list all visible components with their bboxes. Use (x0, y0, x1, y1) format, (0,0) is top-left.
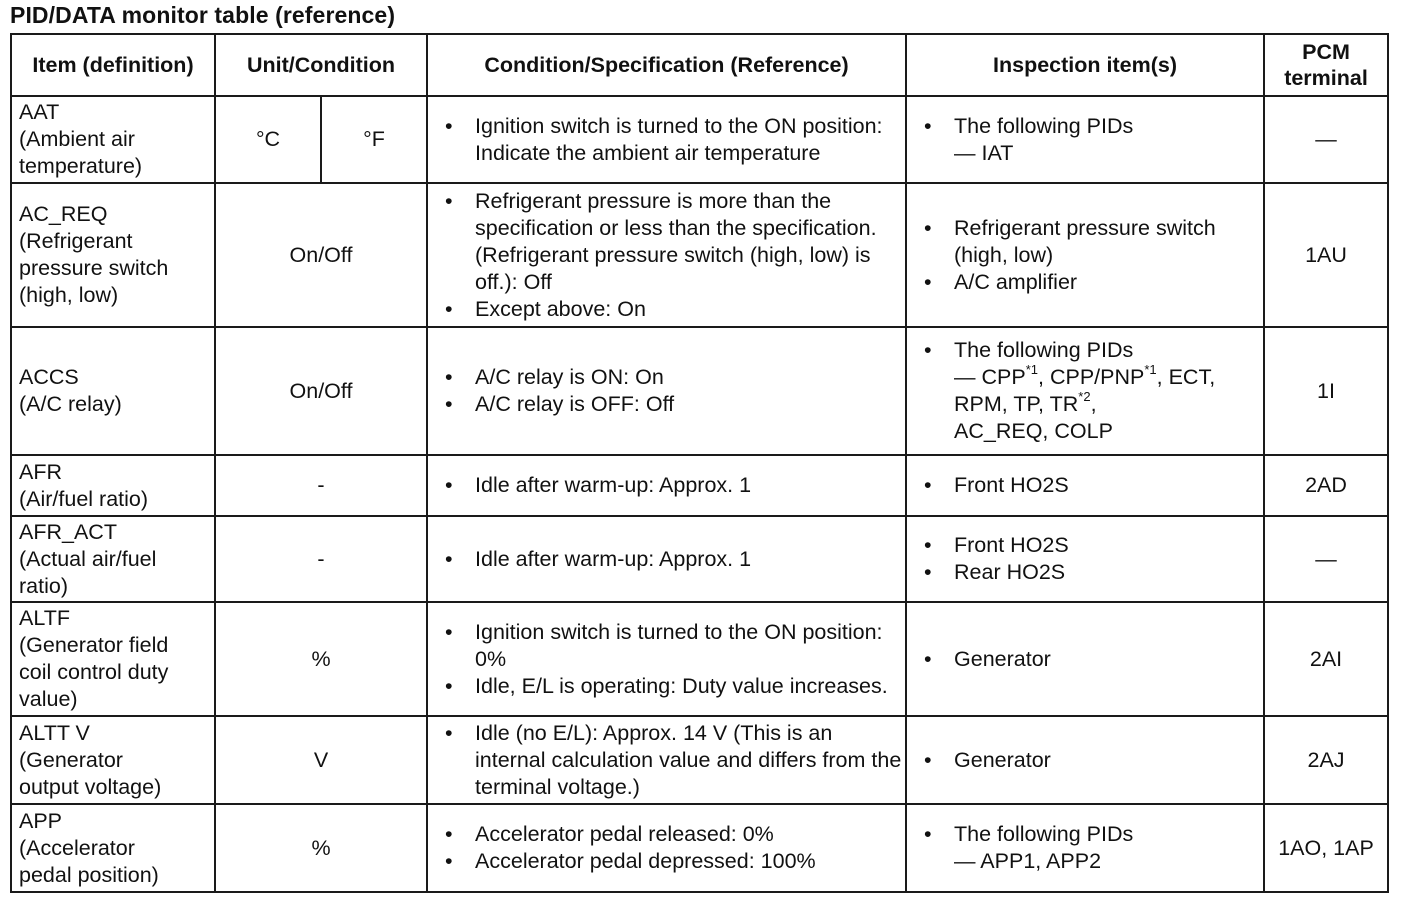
condition-item: • Idle after warm-up: Approx. 1 (428, 472, 905, 499)
item-cell (11, 602, 215, 716)
inspection-item: • The following PIDs (907, 821, 1263, 848)
item-definition: coil control duty (19, 660, 169, 684)
inspection-cell (906, 804, 1264, 892)
pid-data-monitor-table (10, 33, 1389, 893)
inspection-subitem: AC_REQ, COLP (954, 419, 1113, 443)
condition-item: • Accelerator pedal released: 0% (428, 821, 905, 848)
item-definition: pressure switch (19, 256, 169, 280)
pid-text: , ECT, (1156, 365, 1216, 389)
unit-cell: % (215, 602, 427, 716)
item-definition: (high, low) (19, 283, 119, 307)
table-row (11, 327, 1388, 455)
item-definition: value) (19, 687, 78, 711)
condition-item: • Refrigerant pressure is more than the specification or less than the specification. (Refrigerant pressure switch (high, low) is off.): Off (428, 188, 905, 296)
item-definition: output voltage) (19, 774, 162, 799)
condition-cell (427, 183, 906, 327)
item-code: ACCS (19, 365, 79, 389)
inspection-cell (906, 455, 1264, 516)
item-cell (11, 96, 215, 183)
item-cell (11, 804, 215, 892)
condition-item: • Idle (no E/L): Approx. 14 V (This is an internal calculation value and differs from the terminal voltage.) (428, 720, 905, 801)
inspection-cell (906, 96, 1264, 183)
condition-item: • A/C relay is ON: On (428, 364, 905, 391)
unit-cell: - (215, 455, 427, 516)
item-cell (11, 455, 215, 516)
table-row (11, 516, 1388, 602)
header-pcm-line2: terminal (1284, 66, 1368, 90)
table-row (11, 183, 1388, 327)
inspection-item: • The following PIDs (907, 113, 1263, 140)
inspection-item: • A/C amplifier (907, 269, 1263, 296)
pid-text: RPM, TP, TR (954, 392, 1079, 416)
footnote-marker: *2 (1078, 388, 1091, 404)
inspection-subitem: — IAT (954, 140, 1014, 165)
header-unit: Unit/Condition (215, 34, 427, 96)
inspection-item: • Generator (907, 747, 1263, 774)
pcm-terminal-cell: 1AU (1264, 183, 1388, 327)
header-condition: Condition/Specification (Reference) (427, 34, 906, 96)
inspection-subitem: — APP1, APP2 (954, 849, 1102, 873)
condition-cell (427, 716, 906, 804)
item-code: ALTT V (19, 720, 90, 745)
item-code: APP (19, 808, 63, 833)
condition-item: • Idle after warm-up: Approx. 1 (428, 546, 905, 573)
item-definition: (Ambient air (19, 127, 135, 151)
table-row (11, 716, 1388, 804)
header-row (11, 34, 1388, 96)
header-pcm (1264, 34, 1388, 96)
unit-cell: V (215, 716, 427, 804)
inspection-item: • Front HO2S (907, 472, 1263, 499)
item-code: AFR (19, 459, 62, 484)
table-row (11, 804, 1388, 892)
pcm-terminal-cell: — (1264, 96, 1388, 183)
condition-cell (427, 516, 906, 602)
condition-item: • Except above: On (428, 296, 905, 323)
header-pcm-line1: PCM (1302, 40, 1350, 64)
inspection-subitem (907, 388, 1263, 418)
inspection-cell (906, 516, 1264, 602)
unit-cell: °C (215, 96, 321, 183)
inspection-cell (906, 716, 1264, 804)
inspection-item: • Generator (907, 646, 1263, 673)
inspection-item: • The following PIDs (907, 337, 1263, 364)
pid-text: , (1090, 392, 1097, 416)
footnote-marker: *1 (1025, 361, 1038, 377)
unit-cell: - (215, 516, 427, 602)
condition-cell (427, 327, 906, 455)
pcm-terminal-cell: 1AO, 1AP (1264, 804, 1388, 892)
item-code: ALTF (19, 606, 70, 630)
condition-item: • Accelerator pedal depressed: 100% (428, 848, 905, 875)
condition-cell (427, 804, 906, 892)
inspection-item: • Refrigerant pressure switch (high, low) (907, 215, 1263, 269)
item-cell (11, 516, 215, 602)
item-definition: pedal position) (19, 862, 159, 887)
pid-text: , CPP/PNP (1038, 365, 1145, 389)
item-definition: ratio) (19, 573, 68, 598)
condition-cell (427, 602, 906, 716)
item-code: AC_REQ (19, 202, 108, 226)
inspection-subitem (907, 361, 1263, 391)
pcm-terminal-cell: 2AD (1264, 455, 1388, 516)
header-inspection: Inspection item(s) (906, 34, 1264, 96)
item-definition: (Actual air/fuel (19, 546, 157, 571)
inspection-cell (906, 327, 1264, 455)
item-code: AFR_ACT (19, 519, 117, 544)
condition-item: • Ignition switch is turned to the ON position: 0% (428, 619, 905, 673)
item-cell (11, 327, 215, 455)
unit-cell: % (215, 804, 427, 892)
condition-item: • A/C relay is OFF: Off (428, 391, 905, 418)
unit-cell: On/Off (215, 183, 427, 327)
footnote-marker: *1 (1144, 361, 1157, 377)
pcm-terminal-cell: 2AI (1264, 602, 1388, 716)
condition-cell (427, 455, 906, 516)
page-title: PID/DATA monitor table (reference) (10, 2, 396, 28)
unit-cell: °F (321, 96, 427, 183)
pid-text: — CPP (954, 365, 1026, 389)
item-code: AAT (19, 100, 60, 124)
pcm-terminal-cell: 1I (1264, 327, 1388, 455)
item-definition: (Air/fuel ratio) (19, 486, 149, 511)
item-definition: (Accelerator (19, 835, 135, 860)
item-definition: (Refrigerant (19, 229, 133, 253)
header-item: Item (definition) (11, 34, 215, 96)
item-cell (11, 183, 215, 327)
pcm-terminal-cell: 2AJ (1264, 716, 1388, 804)
condition-item: • Ignition switch is turned to the ON position: Indicate the ambient air temperature (428, 113, 905, 167)
item-definition: (A/C relay) (19, 392, 122, 416)
table-row (11, 96, 1388, 183)
table-row (11, 455, 1388, 516)
unit-cell: On/Off (215, 327, 427, 455)
condition-cell (427, 96, 906, 183)
item-definition: (Generator (19, 747, 123, 772)
item-cell (11, 716, 215, 804)
inspection-cell (906, 183, 1264, 327)
inspection-item: • Rear HO2S (907, 559, 1263, 586)
condition-item: • Idle, E/L is operating: Duty value increases. (428, 673, 905, 700)
item-definition: temperature) (19, 154, 143, 178)
table-row (11, 602, 1388, 716)
inspection-item: • Front HO2S (907, 532, 1263, 559)
item-definition: (Generator field (19, 633, 169, 657)
pcm-terminal-cell: — (1264, 516, 1388, 602)
inspection-cell (906, 602, 1264, 716)
